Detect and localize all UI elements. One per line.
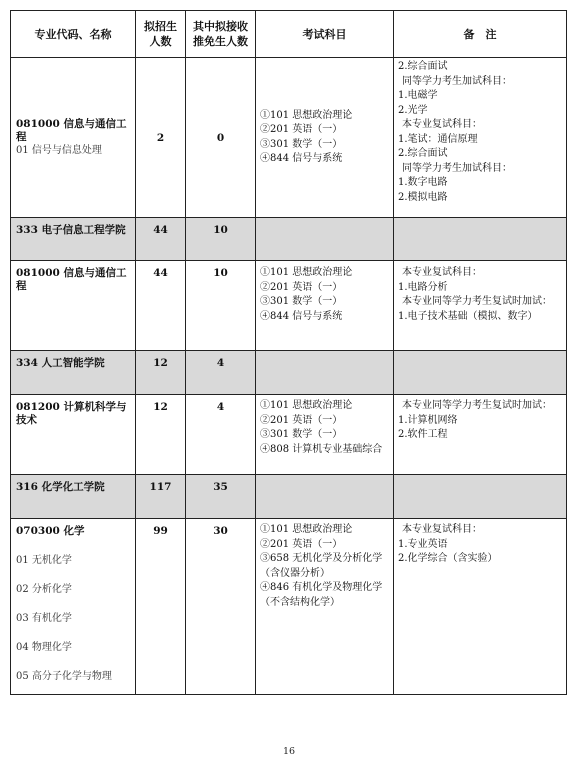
table-row: [11, 58, 567, 218]
department-name: 333 电子信息工程学院: [16, 224, 126, 236]
note-item: 1.数字电路: [398, 177, 448, 188]
note-item: 同等学力考生加试科目：: [402, 162, 512, 174]
exam-item: ②201 英语（一）: [260, 414, 343, 426]
notes-cell: [394, 218, 567, 261]
header-enroll-label: 拟招生人数: [144, 20, 177, 48]
exams-cell: [256, 519, 394, 695]
table-row: [11, 395, 567, 475]
enroll-cell: 12: [136, 351, 186, 395]
table-row-department: [11, 218, 567, 261]
exams-cell: [256, 58, 394, 218]
header-enroll: [136, 11, 186, 58]
notes-cell: [394, 58, 567, 218]
admissions-table: [10, 10, 567, 695]
header-exams: 考试科目: [256, 11, 394, 58]
department-cell: [11, 218, 136, 261]
note-item: 本专业同等学力考生复试时加试：: [402, 400, 552, 411]
enroll-cell: 99: [136, 519, 186, 695]
enroll-cell: 44: [136, 261, 186, 351]
exams-cell: [256, 261, 394, 351]
table-row-department: [11, 351, 567, 395]
sub-direction: 02 分析化学: [16, 584, 72, 595]
recommended-cell: 30: [186, 519, 256, 695]
note-item: 本专业复试科目：: [402, 267, 482, 278]
notes-cell: [394, 519, 567, 695]
department-cell: [11, 475, 136, 519]
exam-item: ①101 思想政治理论: [260, 109, 353, 121]
exams-cell: [256, 351, 394, 395]
notes-cell: [394, 351, 567, 395]
exam-item: ①101 思想政治理论: [260, 524, 353, 535]
major-name: 081200 计算机科学与技术: [16, 401, 127, 426]
major-cell: [11, 519, 136, 695]
note-item: 2.化学综合（含实验）: [398, 553, 498, 564]
department-cell: [11, 351, 136, 395]
major-cell: [11, 395, 136, 475]
exam-item: ③658 无机化学及分析化学（含仪器分析）: [260, 553, 383, 579]
header-notes: 备 注: [394, 11, 567, 58]
note-item: 本专业复试科目：: [402, 524, 482, 535]
header-major: 专业代码、名称: [11, 11, 136, 58]
notes-cell: [394, 475, 567, 519]
major-cell: [11, 58, 136, 218]
note-item: 1.专业英语: [398, 538, 448, 550]
page-number: 16: [282, 746, 296, 757]
note-item: 本专业同等学力考生复试时加试：: [402, 296, 552, 307]
note-item: 2.光学: [398, 104, 428, 116]
exam-item: ①101 思想政治理论: [260, 400, 353, 411]
exam-item: ③301 数学（一）: [260, 429, 343, 440]
major-cell: [11, 261, 136, 351]
sub-direction: 01 信号与信息处理: [16, 145, 102, 156]
recommended-cell: 4: [186, 351, 256, 395]
exam-item: ①101 思想政治理论: [260, 267, 353, 278]
table-row-department: [11, 475, 567, 519]
note-item: 1.计算机网络: [398, 414, 458, 426]
exams-cell: [256, 218, 394, 261]
enroll-cell: 12: [136, 395, 186, 475]
exam-item: ④844 信号与系统: [260, 153, 343, 164]
exam-item: ③301 数学（一）: [260, 296, 343, 307]
exam-item: ②201 英语（一）: [260, 281, 343, 293]
enroll-cell: 2: [136, 58, 186, 218]
sub-direction: 05 高分子化学与物理: [16, 671, 112, 682]
exam-item: ②201 英语（一）: [260, 124, 343, 135]
major-name: 081000 信息与通信工程: [16, 267, 127, 292]
note-item: 2.模拟电路: [398, 191, 448, 203]
header-recommended-label: 其中拟接收推免生人数: [193, 20, 248, 48]
exam-item: ②201 英语（一）: [260, 538, 343, 550]
note-item: 1.电路分析: [398, 281, 448, 293]
notes-cell: [394, 395, 567, 475]
recommended-cell: 10: [186, 261, 256, 351]
exams-cell: [256, 475, 394, 519]
exam-item: ④844 信号与系统: [260, 310, 343, 322]
major-name: 081000 信息与通信工程: [16, 118, 127, 143]
note-item: 1.电磁学: [398, 90, 438, 101]
note-item: 2.综合面试: [398, 61, 448, 72]
recommended-cell: 10: [186, 218, 256, 261]
note-item: 同等学力考生加试科目：: [402, 75, 512, 87]
exam-item: ③301 数学（一）: [260, 138, 343, 150]
recommended-cell: 4: [186, 395, 256, 475]
notes-cell: [394, 261, 567, 351]
recommended-cell: 35: [186, 475, 256, 519]
note-item: 2.软件工程: [398, 429, 448, 440]
exam-item: ④808 计算机专业基础综合: [260, 443, 383, 455]
department-name: 316 化学化工学院: [16, 481, 105, 493]
table-row: [11, 261, 567, 351]
exam-item: ④846 有机化学及物理化学（不含结构化学）: [260, 582, 383, 608]
note-item: 1.电子技术基础（模拟、数字）: [398, 310, 538, 322]
note-item: 1.笔试：通信原理: [398, 133, 478, 145]
note-item: 本专业复试科目：: [402, 119, 482, 130]
department-name: 334 人工智能学院: [16, 357, 105, 369]
sub-direction: 01 无机化学: [16, 555, 72, 566]
major-name: 070300 化学: [16, 525, 85, 537]
sub-direction: 04 物理化学: [16, 642, 72, 653]
sub-direction: 03 有机化学: [16, 613, 72, 624]
table-header-row: [11, 11, 567, 58]
enroll-cell: 117: [136, 475, 186, 519]
exams-cell: [256, 395, 394, 475]
recommended-cell: 0: [186, 58, 256, 218]
header-recommended: [186, 11, 256, 58]
table-row: [11, 519, 567, 695]
enroll-cell: 44: [136, 218, 186, 261]
note-item: 2.综合面试: [398, 148, 448, 159]
